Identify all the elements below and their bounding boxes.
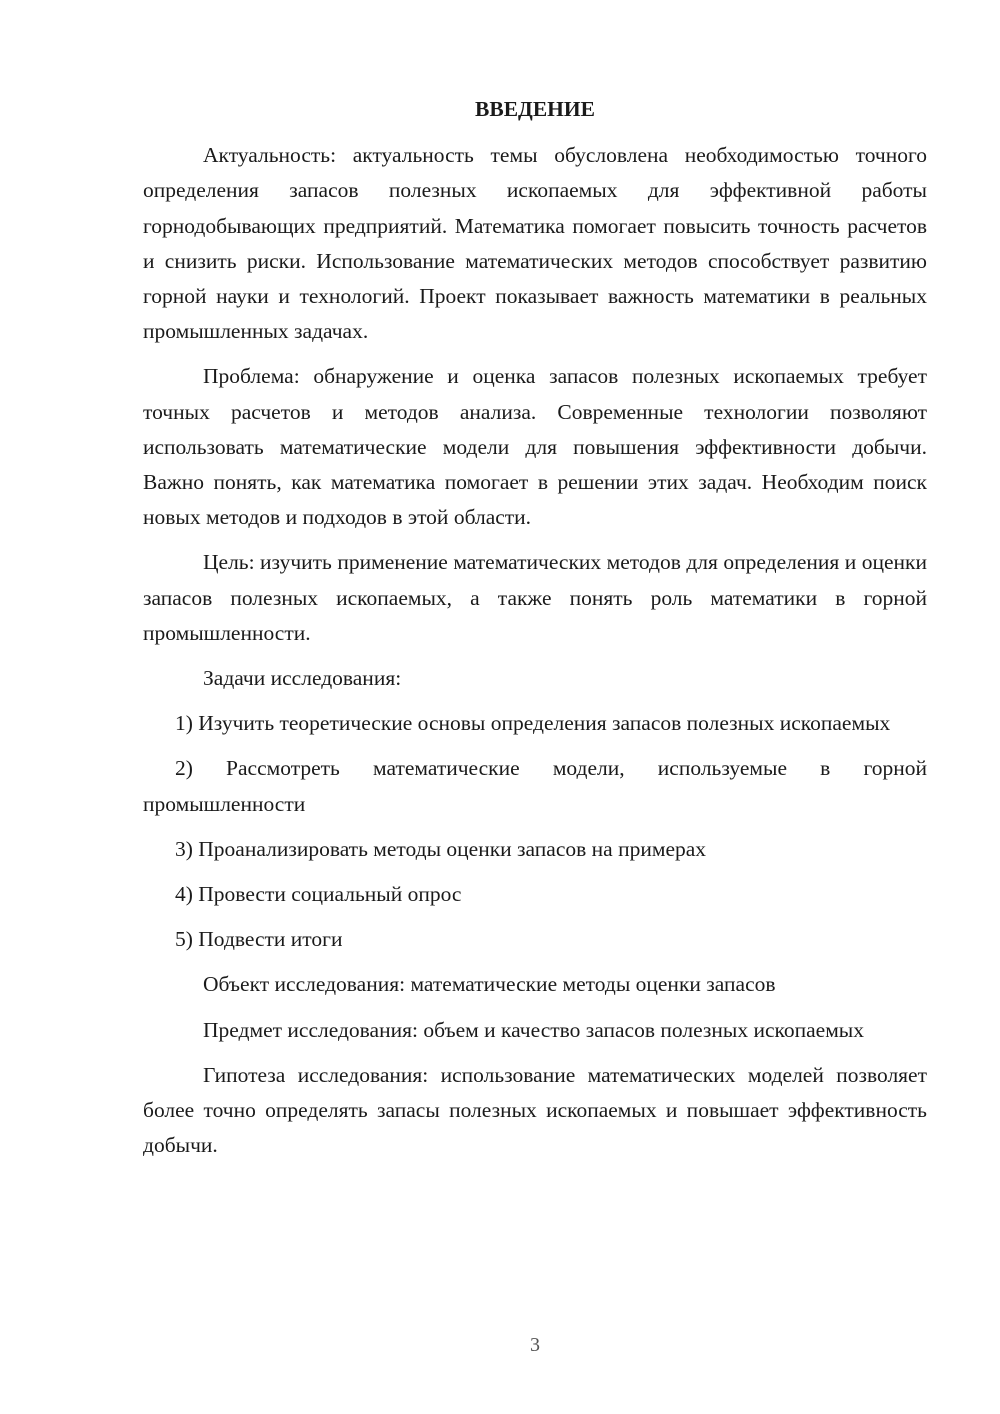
object-paragraph: Объект исследования: математические методы оценки запасов (203, 972, 776, 997)
page-number: 3 (530, 1334, 540, 1356)
problem-paragraph: Проблема: обнаружение и оценка запасов полезных ископаемых требует точных расчетов и методов анализа. Современные технологии позволяют использовать математические модели для повышения эффективности добычи. Важно понять, как математика помогает в решении этих задач. Необходим поиск новых методов и подходов в этой области. (143, 364, 927, 530)
page-content (143, 92, 927, 1173)
hypothesis-paragraph: Гипотеза исследования: использование математических моделей позволяет более точно определять запасы полезных ископаемых и повышает эффективность добычи. (143, 1062, 927, 1158)
task-item-3: 3) Проанализировать методы оценки запасов на примерах (175, 836, 707, 861)
task-item-1: 1) Изучить теоретические основы определения запасов полезных ископаемых (175, 711, 891, 736)
task-item-5: 5) Подвести итоги (175, 927, 343, 952)
tasks-heading: Задачи исследования: (203, 666, 402, 691)
page-title: ВВЕДЕНИЕ (475, 97, 595, 121)
task-item-2: 2) Рассмотреть математические модели, используемые в горной промышленности (143, 756, 927, 816)
goal-paragraph: Цель: изучить применение математических методов для определения и оценки запасов полезных ископаемых, а также понять роль математики в горной промышленности. (143, 550, 927, 645)
relevance-paragraph: Актуальность: актуальность темы обусловлена необходимостью точного определения запасов полезных ископаемых для эффективной работы горнодобывающих предприятий. Математика помогает повысить точность расчетов и снизить риски. Использование математических методов способствует развитию горной науки и технологий. Проект показывает важность математики в реальных промышленных задачах. (143, 143, 927, 344)
task-item-4: 4) Провести социальный опрос (175, 882, 462, 907)
subject-paragraph: Предмет исследования: объем и качество запасов полезных ископаемых (203, 1017, 864, 1042)
